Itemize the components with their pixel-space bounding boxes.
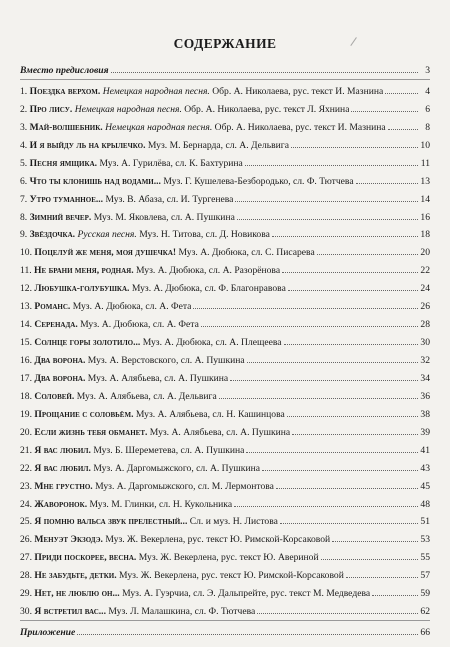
page-number: 10 bbox=[420, 139, 430, 151]
dot-leader bbox=[193, 296, 418, 309]
page-number: 11 bbox=[420, 157, 430, 169]
entry-number: 12. bbox=[20, 283, 32, 295]
entry-credits: Муз. А. Дюбюка, сл. С. Писарева bbox=[178, 247, 315, 259]
toc-entry bbox=[20, 601, 430, 619]
toc-entry bbox=[20, 422, 430, 440]
page-number: 36 bbox=[420, 390, 430, 402]
entry-credits: Муз. А. Алябьева, сл. А. Дельвига bbox=[76, 390, 217, 402]
entry-credits: Муз. Ж. Векерлена, рус. текст Ю. Римской-Корсаковой bbox=[119, 570, 344, 582]
page-number: 6 bbox=[425, 103, 430, 115]
dot-leader bbox=[276, 476, 418, 489]
toc-entry bbox=[20, 135, 430, 153]
page-number: 43 bbox=[420, 462, 430, 474]
toc-entry bbox=[20, 332, 430, 350]
entry-credits: Муз. А. Дюбюка, сл. Ф. Благонравова bbox=[131, 283, 286, 295]
entry-credits: Сл. и муз. Н. Листова bbox=[189, 516, 278, 528]
entry-credits: Муз. А. Алябьева, сл. Н. Кашинцова bbox=[135, 408, 285, 420]
toc-entry bbox=[20, 547, 430, 565]
entry-credits: Муз. А. Дюбюка, сл. А. Фета bbox=[72, 301, 192, 313]
entry-title: Серенада. bbox=[34, 319, 78, 331]
dot-leader bbox=[288, 278, 418, 291]
entry-title: Прощание с соловьём. bbox=[34, 408, 134, 420]
dot-leader bbox=[346, 565, 418, 578]
page-number: 13 bbox=[420, 175, 430, 187]
toc-entry bbox=[20, 458, 430, 476]
entry-credits: Муз. А. Даргомыжского, сл. А. Пушкина bbox=[93, 462, 260, 474]
page-number: 4 bbox=[425, 85, 430, 97]
toc-entry bbox=[20, 117, 430, 135]
entry-title: Не забудьте, детки. bbox=[34, 570, 117, 582]
entry-credits: Муз. Н. Титова, сл. Д. Новикова bbox=[139, 229, 270, 241]
dot-leader bbox=[291, 135, 418, 148]
dot-leader bbox=[246, 440, 418, 453]
entry-number: 11. bbox=[20, 265, 32, 277]
entry-title: Поцелуй же меня, моя душечка! bbox=[34, 247, 177, 259]
page-number: 24 bbox=[420, 283, 430, 295]
page-number: 57 bbox=[420, 570, 430, 582]
entry-title: Солнце горы золотило... bbox=[34, 337, 141, 349]
toc-appendix bbox=[20, 622, 430, 640]
entry-number: 15. bbox=[20, 337, 32, 349]
entry-title: И я выйду ль на крылечко. bbox=[29, 139, 146, 151]
entry-number: 6. bbox=[20, 175, 28, 187]
dot-leader bbox=[332, 529, 418, 542]
entry-number: 9. bbox=[20, 229, 28, 241]
page-number: 41 bbox=[420, 444, 430, 456]
dot-leader bbox=[111, 60, 418, 73]
page-number: 8 bbox=[425, 121, 430, 133]
entry-title: Я вас любил. bbox=[34, 462, 91, 474]
toc-entry bbox=[20, 99, 430, 117]
entry-credits: Муз. А. Дюбюка, сл. А. Фета bbox=[80, 319, 199, 331]
entry-genre: Немецкая народная песня. bbox=[105, 121, 213, 133]
toc-entry bbox=[20, 260, 430, 278]
entry-number: 25. bbox=[20, 516, 32, 528]
dot-leader bbox=[282, 260, 418, 273]
entry-title: Мне грустно. bbox=[34, 480, 93, 492]
entry-number: 22. bbox=[20, 462, 32, 474]
toc-entry bbox=[20, 583, 430, 601]
entry-title: Песня ямщика. bbox=[29, 157, 98, 169]
page-number: 39 bbox=[420, 426, 430, 438]
dot-leader bbox=[247, 350, 418, 363]
toc-entry bbox=[20, 565, 430, 583]
toc-entry bbox=[20, 529, 430, 547]
preface-label: Вместо предисловия bbox=[20, 65, 109, 76]
toc-entry bbox=[20, 440, 430, 458]
page-number: 48 bbox=[420, 498, 430, 510]
entry-title: Романс. bbox=[34, 301, 71, 313]
entry-credits: Муз. А. Алябьева, сл. А. Пушкина bbox=[87, 372, 229, 384]
entry-number: 28. bbox=[20, 570, 32, 582]
entry-credits: Муз. Л. Малашкина, сл. Ф. Тютчева bbox=[108, 606, 256, 618]
page-number: 28 bbox=[420, 319, 430, 331]
dot-leader bbox=[272, 224, 418, 237]
entry-title: Звёздочка. bbox=[29, 229, 76, 241]
entry-number: 4. bbox=[20, 139, 28, 151]
entry-title: Я вас любил. bbox=[34, 444, 91, 456]
entry-number: 21. bbox=[20, 444, 32, 456]
entry-credits: Муз. А. Гурилёва, сл. К. Бахтурина bbox=[99, 157, 243, 169]
entry-credits: Муз. А. Гуэрчиа, сл. Э. Дальпрейте, рус. текст М. Медведева bbox=[122, 588, 371, 600]
entry-title: Утро туманное... bbox=[29, 193, 104, 205]
entry-title: Менуэт Экзодэ. bbox=[34, 534, 103, 546]
entry-title: Нет, не люблю он... bbox=[34, 588, 120, 600]
dot-leader bbox=[230, 368, 418, 381]
toc-entry bbox=[20, 296, 430, 314]
page-number: 3 bbox=[425, 65, 430, 76]
entry-title: Я помню вальса звук прелестный... bbox=[34, 516, 188, 528]
entry-credits: Муз. А. Дюбюка, сл. А. Плещеева bbox=[142, 337, 282, 349]
entry-number: 7. bbox=[20, 193, 28, 205]
entry-credits: Обр. А. Николаева, рус. текст Л. Яхнина bbox=[184, 103, 350, 115]
page-number: 16 bbox=[420, 211, 430, 223]
toc-entry bbox=[20, 242, 430, 260]
dot-leader bbox=[356, 171, 418, 184]
entry-number: 16. bbox=[20, 355, 32, 366]
entry-number: 8. bbox=[20, 211, 28, 223]
page-title: СОДЕРЖАНИЕ bbox=[173, 36, 277, 51]
entry-number: 18. bbox=[20, 390, 32, 402]
entry-title: Поездка верхом. bbox=[29, 85, 101, 97]
dot-leader bbox=[385, 81, 418, 94]
entry-title: Май-волшебник. bbox=[29, 121, 103, 133]
entry-title: Два ворона. bbox=[34, 372, 86, 384]
dot-leader bbox=[219, 386, 418, 399]
toc-entry bbox=[20, 189, 430, 207]
entry-title: Жаворонок. bbox=[34, 498, 88, 510]
entry-title: Про лису. bbox=[29, 103, 73, 115]
dot-leader bbox=[280, 511, 418, 524]
entry-title: Я встретил вас... bbox=[34, 606, 106, 618]
dot-leader bbox=[201, 314, 418, 327]
toc-entry bbox=[20, 171, 430, 189]
toc-entry bbox=[20, 386, 430, 404]
page-number: 59 bbox=[420, 588, 430, 600]
dot-leader bbox=[284, 332, 418, 345]
appendix-label: Приложение bbox=[20, 627, 76, 639]
entry-credits: Муз. А. Дюбюка, сл. А. Разорёнова bbox=[136, 265, 281, 277]
entry-number: 2. bbox=[20, 103, 28, 115]
dot-leader bbox=[372, 583, 418, 596]
entry-number: 24. bbox=[20, 498, 32, 510]
dot-leader bbox=[77, 622, 418, 635]
toc-entry bbox=[20, 81, 430, 99]
page-number: 66 bbox=[420, 627, 430, 639]
toc-entry bbox=[20, 278, 430, 296]
page-number: 26 bbox=[420, 301, 430, 313]
page-number: 34 bbox=[420, 372, 430, 384]
page-number: 14 bbox=[420, 193, 430, 205]
entry-credits: Муз. Ж. Векерлена, рус. текст Ю. Римской-Корсаковой bbox=[105, 534, 331, 546]
toc-entry bbox=[20, 207, 430, 225]
entry-genre: Немецкая народная песня. bbox=[102, 85, 210, 97]
toc-entry bbox=[20, 314, 430, 332]
toc-entry bbox=[20, 350, 430, 368]
page-number: 20 bbox=[420, 247, 430, 259]
dot-leader bbox=[287, 404, 418, 417]
page-number: 45 bbox=[420, 480, 430, 492]
entry-title: Приди поскорее, весна. bbox=[34, 552, 137, 564]
page-number: 32 bbox=[420, 355, 430, 366]
entry-number: 19. bbox=[20, 408, 32, 420]
entry-title: Любушка-голубушка. bbox=[34, 283, 130, 295]
page-number: 18 bbox=[420, 229, 430, 241]
toc-entry bbox=[20, 368, 430, 386]
toc-entry bbox=[20, 494, 430, 512]
entry-number: 10. bbox=[20, 247, 32, 259]
entry-title: Не брани меня, родная. bbox=[34, 265, 134, 277]
entry-number: 5. bbox=[20, 157, 28, 169]
page-number: 53 bbox=[420, 534, 430, 546]
entry-title: Соловей. bbox=[34, 390, 75, 402]
entry-number: 1. bbox=[20, 85, 28, 97]
entry-number: 14. bbox=[20, 319, 32, 331]
entry-credits: Муз. А. Даргомыжского, сл. М. Лермонтова bbox=[95, 480, 274, 492]
dot-leader bbox=[245, 153, 418, 166]
dot-leader bbox=[257, 601, 418, 614]
entry-credits: Обр. А. Николаева, рус. текст И. Мазнина bbox=[214, 121, 386, 133]
entry-number: 29. bbox=[20, 588, 32, 600]
toc-entry bbox=[20, 224, 430, 242]
entry-credits: Муз. М. Глинки, сл. Н. Кукольника bbox=[89, 498, 233, 510]
entry-credits: Муз. Б. Шереметева, сл. А. Пушкина bbox=[93, 444, 245, 456]
entry-genre: Русская песня. bbox=[77, 229, 137, 241]
entry-credits: Обр. А. Николаева, рус. текст И. Мазнина bbox=[212, 85, 384, 97]
entry-number: 23. bbox=[20, 480, 32, 492]
entry-title: Что ты клонишь над водами... bbox=[29, 175, 161, 187]
entry-credits: Муз. А. Верстовского, сл. А. Пушкина bbox=[87, 355, 245, 366]
dot-leader bbox=[234, 494, 418, 507]
dot-leader bbox=[237, 207, 418, 220]
dot-leader bbox=[235, 189, 418, 202]
page-number: 62 bbox=[420, 606, 430, 618]
entry-credits: Муз. Ж. Векерлена, рус. текст Ю. Авериной bbox=[138, 552, 319, 564]
toc-preface bbox=[20, 60, 430, 78]
entry-number: 17. bbox=[20, 372, 32, 384]
dot-leader bbox=[388, 117, 418, 130]
dot-leader bbox=[292, 422, 418, 435]
entry-number: 3. bbox=[20, 121, 28, 133]
entry-number: 20. bbox=[20, 426, 32, 438]
entry-credits: Муз. А. Алябьева, сл. А. Пушкина bbox=[149, 426, 291, 438]
entry-genre: Немецкая народная песня. bbox=[74, 103, 182, 115]
page-number: 30 bbox=[420, 337, 430, 349]
entry-number: 26. bbox=[20, 534, 32, 546]
entry-title: Два ворона. bbox=[34, 355, 86, 366]
page-number: 22 bbox=[420, 265, 430, 277]
entry-title: Зимний вечер. bbox=[29, 211, 92, 223]
entry-credits: Муз. М. Яковлева, сл. А. Пушкина bbox=[93, 211, 235, 223]
dot-leader bbox=[351, 99, 418, 112]
page-number: 51 bbox=[420, 516, 430, 528]
dot-leader bbox=[317, 242, 418, 255]
entry-number: 30. bbox=[20, 606, 32, 618]
toc-entry bbox=[20, 153, 430, 171]
entry-credits: Муз. Г. Кушелева-Безбородько, сл. Ф. Тютчева bbox=[163, 175, 354, 187]
toc-entry bbox=[20, 511, 430, 529]
dot-leader bbox=[321, 547, 418, 560]
toc-entry bbox=[20, 476, 430, 494]
table-of-contents bbox=[20, 60, 430, 640]
entry-number: 27. bbox=[20, 552, 32, 564]
entry-credits: Муз. М. Бернарда, сл. А. Дельвига bbox=[147, 139, 289, 151]
dot-leader bbox=[262, 458, 418, 471]
entry-number: 13. bbox=[20, 301, 32, 313]
page-number: 55 bbox=[420, 552, 430, 564]
toc-entries bbox=[20, 81, 430, 619]
entry-title: Если жизнь тебя обманет. bbox=[34, 426, 148, 438]
entry-credits: Муз. В. Абаза, сл. И. Тургенева bbox=[105, 193, 234, 205]
toc-entry bbox=[20, 404, 430, 422]
page-number: 38 bbox=[420, 408, 430, 420]
